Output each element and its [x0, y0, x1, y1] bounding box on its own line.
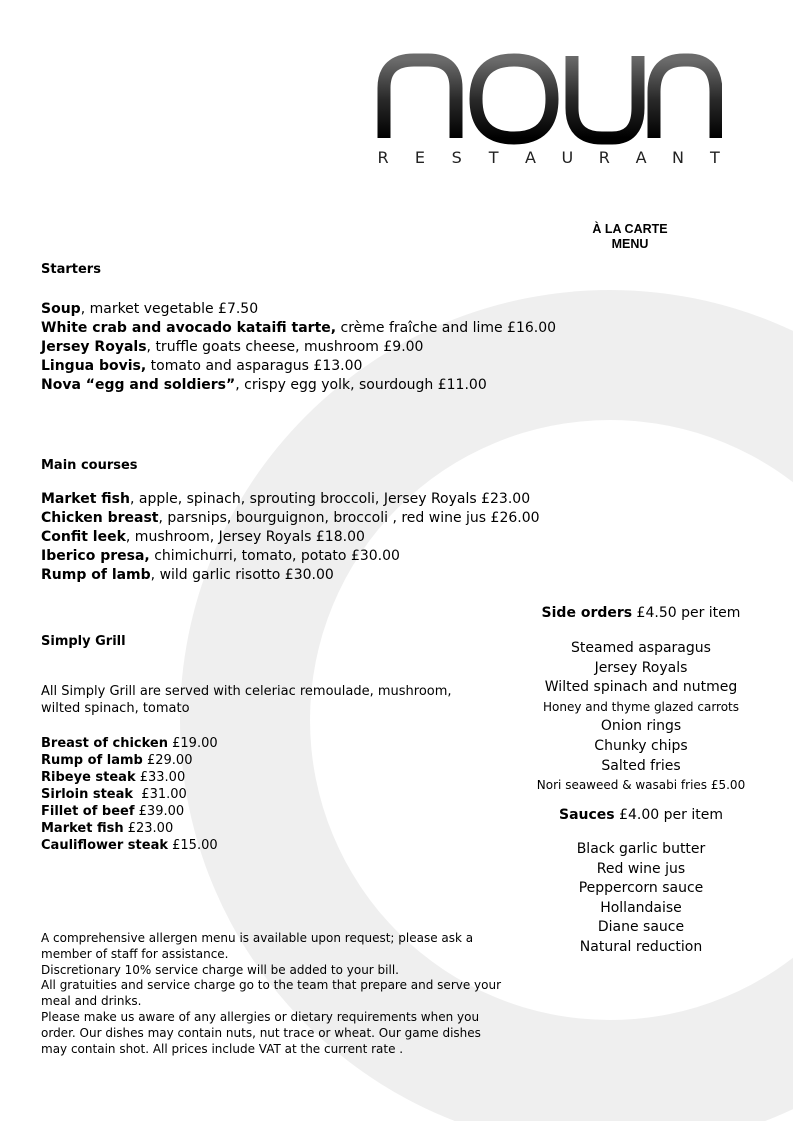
grill-item-price: £31.00 [133, 787, 187, 802]
grill-item [41, 803, 218, 820]
note-line: meal and drinks. [41, 994, 142, 1009]
menu-type-line1: À LA CARTE [592, 222, 668, 236]
dish-name: Confit leek [41, 529, 126, 545]
subtitle-letter: T [709, 148, 720, 167]
grill-item [41, 769, 218, 786]
restaurant-subtitle [376, 148, 722, 170]
sauces-heading [528, 806, 754, 826]
dish-desc: , mushroom, Jersey Royals £18.00 [125, 529, 365, 545]
side-orders-heading [528, 604, 754, 624]
dish-name: Nova “egg and soldiers” [41, 377, 236, 393]
sauces-list [528, 840, 754, 958]
dish-desc: , market vegetable £7.50 [80, 301, 259, 317]
grill-item-price: £29.00 [142, 753, 193, 768]
dish-desc: chimichurri, tomato, potato £30.00 [149, 548, 400, 564]
menu-type-label [560, 222, 700, 252]
side-orders-price: £4.50 per item [632, 605, 741, 621]
menu-type-line2: MENU [611, 237, 649, 251]
subtitle-letter: R [377, 148, 389, 167]
side-item: Wilted spinach and nutmeg [544, 679, 738, 696]
mains-list [41, 490, 540, 585]
grill-item-price: £39.00 [134, 804, 185, 819]
subtitle-letter: R [598, 148, 610, 167]
grill-item-price: £19.00 [168, 736, 218, 751]
subtitle-letter: E [414, 148, 425, 167]
main-item [41, 547, 540, 566]
sauce-item: Red wine jus [596, 860, 686, 877]
sauce-item: Peppercorn sauce [578, 880, 704, 897]
grill-item-name: Fillet of beef [41, 804, 135, 819]
allergen-notes [41, 931, 511, 1057]
sauce-item: Diane sauce [597, 919, 685, 936]
dish-desc: , truffle goats cheese, mushroom £9.00 [146, 339, 424, 355]
dish-name: White crab and avocado kataifi tarte, [41, 320, 337, 336]
side-item: Honey and thyme glazed carrots [542, 699, 740, 714]
main-item [41, 528, 540, 547]
grill-item-price: £15.00 [168, 838, 218, 853]
starter-item [41, 357, 556, 376]
grill-intro-line: All Simply Grill are served with celeriac remoulade, mushroom, [41, 684, 452, 699]
side-item: Steamed asparagus [571, 640, 711, 656]
sauces-title: Sauces [559, 807, 615, 823]
subtitle-letter: A [635, 148, 647, 167]
grill-item-name: Cauliflower steak [41, 838, 168, 853]
dish-name: Soup [41, 301, 81, 317]
grill-item-name: Sirloin steak [41, 787, 134, 802]
subtitle-letter: S [451, 148, 462, 167]
grill-list [41, 735, 218, 854]
note-line: Please make us aware of any allergies or dietary requirements when you [41, 1009, 480, 1024]
grill-item [41, 735, 218, 752]
starter-item [41, 376, 556, 395]
grill-item [41, 820, 218, 837]
grill-heading: Simply Grill [41, 634, 126, 649]
side-item: Salted fries [601, 757, 681, 774]
sauce-item: Black garlic butter [576, 841, 706, 857]
grill-intro-line: wilted spinach, tomato [41, 701, 190, 716]
dish-desc: , parsnips, bourguignon, broccoli , red wine jus £26.00 [158, 510, 540, 526]
mains-heading: Main courses [41, 458, 138, 473]
note-line: All gratuities and service charge go to the team that prepare and serve your [41, 978, 502, 993]
starter-item [41, 319, 556, 338]
grill-item [41, 786, 218, 803]
side-item: Chunky chips [594, 737, 688, 754]
note-line: may contain shot. All prices include VAT at the current rate . [41, 1041, 404, 1056]
dish-name: Market fish [41, 491, 130, 507]
dish-name: Jersey Royals [41, 339, 147, 355]
note-line: member of staff for assistance. [41, 946, 229, 961]
grill-item-name: Market fish [41, 821, 124, 836]
sauce-item: Natural reduction [579, 938, 703, 955]
side-orders-list [528, 639, 754, 796]
main-item [41, 566, 540, 585]
dish-name: Rump of lamb [41, 567, 151, 583]
main-item [41, 509, 540, 528]
side-item: Nori seaweed & wasabi fries £5.00 [536, 778, 746, 793]
grill-item-price: £23.00 [123, 821, 174, 836]
starters-heading: Starters [41, 262, 101, 277]
starter-item [41, 338, 556, 357]
subtitle-letter: U [561, 148, 574, 167]
starters-list [41, 300, 556, 395]
grill-item-name: Breast of chicken [41, 736, 168, 751]
dish-desc: tomato and asparagus £13.00 [146, 358, 363, 374]
main-item [41, 490, 540, 509]
grill-item-name: Rump of lamb [41, 753, 143, 768]
dish-name: Lingua bovis, [41, 358, 147, 374]
dish-desc: , apple, spinach, sprouting broccoli, Jersey Royals £23.00 [129, 491, 531, 507]
sauces-price: £4.00 per item [614, 807, 723, 823]
grill-intro [41, 683, 452, 717]
dish-desc: crème fraîche and lime £16.00 [336, 320, 557, 336]
dish-desc: , wild garlic risotto £30.00 [150, 567, 334, 583]
note-line: Discretionary 10% service charge will be added to your bill. [41, 962, 399, 977]
dish-name: Iberico presa, [41, 548, 150, 564]
dish-name: Chicken breast [41, 510, 159, 526]
side-item: Onion rings [600, 718, 682, 735]
subtitle-letter: A [525, 148, 536, 167]
note-line: A comprehensive allergen menu is available upon request; please ask a [41, 931, 474, 945]
side-item: Jersey Royals [594, 659, 688, 676]
grill-item [41, 752, 218, 769]
subtitle-letter: T [488, 148, 499, 167]
grill-item-name: Ribeye steak [41, 770, 136, 785]
side-orders-title: Side orders [541, 605, 633, 621]
grill-item [41, 837, 218, 854]
starter-item [41, 300, 556, 319]
note-line: order. Our dishes may contain nuts, nut trace or wheat. Our game dishes [41, 1025, 481, 1040]
sauce-item: Hollandaise [600, 899, 682, 916]
grill-item-price: £33.00 [135, 770, 186, 785]
dish-desc: , crispy egg yolk, sourdough £11.00 [235, 377, 487, 393]
subtitle-letter: N [672, 148, 684, 167]
